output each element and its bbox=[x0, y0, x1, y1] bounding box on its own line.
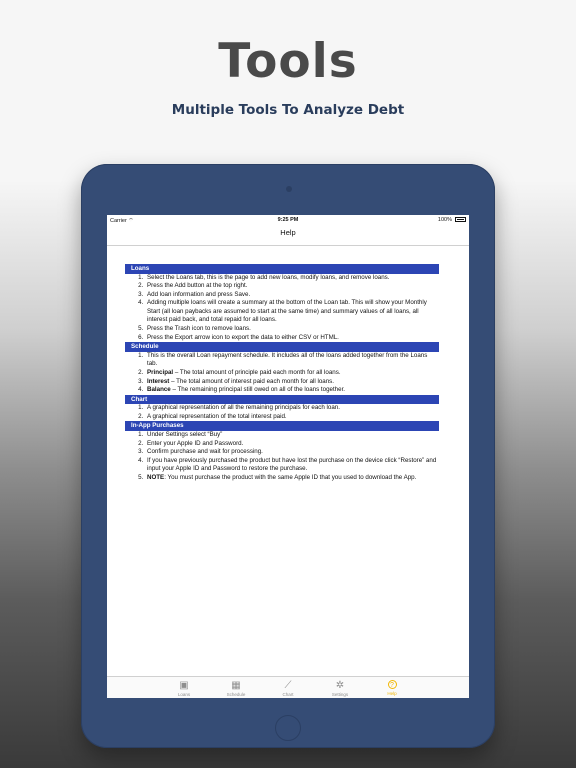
item-text: – The remaining principal still owed on all of the loans together. bbox=[170, 386, 346, 394]
list-item bbox=[145, 448, 439, 457]
item-text: Add loan information and press Save. bbox=[147, 290, 251, 298]
gear-icon: ✲ bbox=[335, 680, 345, 691]
tab-label: Loans bbox=[177, 692, 191, 697]
navbar bbox=[107, 225, 469, 246]
home-button[interactable] bbox=[275, 715, 301, 741]
help-icon: ? bbox=[388, 680, 397, 689]
tab-label: Schedule bbox=[226, 692, 246, 697]
list-item bbox=[145, 369, 439, 378]
item-text: Enter your Apple ID and Password. bbox=[147, 439, 244, 447]
list-item bbox=[145, 299, 439, 325]
list-item bbox=[145, 274, 439, 283]
item-text: A graphical representation of all the remaining principals for each loan. bbox=[147, 404, 340, 412]
list-item bbox=[145, 440, 439, 449]
section-header-loans: Loans bbox=[125, 264, 439, 274]
hero-title: Tools bbox=[218, 34, 358, 89]
tab-settings[interactable] bbox=[314, 677, 366, 698]
tab-label: Help bbox=[387, 691, 397, 696]
help-list bbox=[125, 404, 439, 421]
term-label: Interest bbox=[147, 377, 170, 385]
tab-label: Chart bbox=[282, 692, 294, 697]
item-text: : You must purchase the product with the same Apple ID that you used to download the App. bbox=[164, 473, 417, 481]
item-text: Under Settings select “Buy” bbox=[147, 430, 223, 438]
camera-dot bbox=[286, 186, 292, 192]
help-list bbox=[125, 352, 439, 395]
item-text: This is the overall Loan repayment schedule. It includes all of the loans added together from the Loans tab. bbox=[147, 351, 428, 368]
section-header-chart: Chart bbox=[125, 395, 439, 405]
item-text: A graphical representation of the total interest paid. bbox=[147, 412, 287, 420]
page-title: Help bbox=[280, 228, 296, 237]
help-list bbox=[125, 274, 439, 343]
section-header-in-app-purchases: In-App Purchases bbox=[125, 421, 439, 431]
schedule-icon: ▦ bbox=[231, 680, 241, 691]
item-text: If you have previously purchased the product but have lost the purchase on the device click “Restore” and input your Apple ID and Password to restore the purchase. bbox=[147, 456, 437, 473]
term-label: NOTE bbox=[147, 473, 165, 481]
carrier-label: Carrier ⌔ bbox=[110, 218, 134, 224]
list-item bbox=[145, 334, 439, 343]
item-text: – The total amount of interest paid each month for all loans. bbox=[169, 377, 334, 385]
item-text: – The total amount of principle paid each month for all loans. bbox=[173, 368, 341, 376]
help-content bbox=[125, 264, 439, 482]
item-text: Press the Export arrow icon to export the data to either CSV or HTML. bbox=[147, 333, 339, 341]
tablet-frame bbox=[81, 164, 495, 748]
tab-loans[interactable] bbox=[158, 677, 210, 698]
list-item bbox=[145, 457, 439, 474]
list-item bbox=[145, 431, 439, 440]
app-screen bbox=[107, 215, 469, 698]
list-item bbox=[145, 413, 439, 422]
tab-schedule[interactable] bbox=[210, 677, 262, 698]
section-header-schedule: Schedule bbox=[125, 342, 439, 352]
battery-icon bbox=[455, 217, 466, 222]
list-item bbox=[145, 282, 439, 291]
item-text: Confirm purchase and wait for processing. bbox=[147, 448, 263, 456]
item-text: Press the Trash icon to remove loans. bbox=[147, 325, 251, 333]
tab-label: Settings bbox=[331, 692, 349, 697]
chart-icon: ⟋ bbox=[284, 680, 292, 691]
term-label: Balance bbox=[147, 386, 171, 394]
term-label: Principal bbox=[147, 368, 174, 376]
loans-icon: ▣ bbox=[179, 680, 189, 691]
list-item bbox=[145, 291, 439, 300]
list-item bbox=[145, 474, 439, 483]
status-bar bbox=[107, 215, 469, 225]
list-item bbox=[145, 378, 439, 387]
battery-percent: 100% bbox=[437, 217, 452, 223]
hero-subtitle: Multiple Tools To Analyze Debt bbox=[171, 102, 405, 118]
tab-help[interactable] bbox=[366, 677, 418, 698]
item-text: Adding multiple loans will create a summary at the bottom of the Loan tab. This will show your Monthly Start (all loan paybacks are assumed to start at the same time) and summary values of all loans, all interest paid back, and total repaid for all loans. bbox=[147, 299, 427, 324]
help-list bbox=[125, 431, 439, 483]
list-item bbox=[145, 325, 439, 334]
item-text: Press the Add button at the top right. bbox=[147, 282, 248, 290]
tab-bar bbox=[107, 676, 469, 698]
list-item bbox=[145, 352, 439, 369]
item-text: Select the Loans tab, this is the page to add new loans, modify loans, and remove loans. bbox=[147, 273, 390, 281]
status-time: 9:25 PM bbox=[277, 217, 299, 223]
list-item bbox=[145, 404, 439, 413]
tab-chart[interactable] bbox=[262, 677, 314, 698]
wifi-icon: ⌔ bbox=[128, 218, 134, 224]
list-item bbox=[145, 386, 439, 395]
